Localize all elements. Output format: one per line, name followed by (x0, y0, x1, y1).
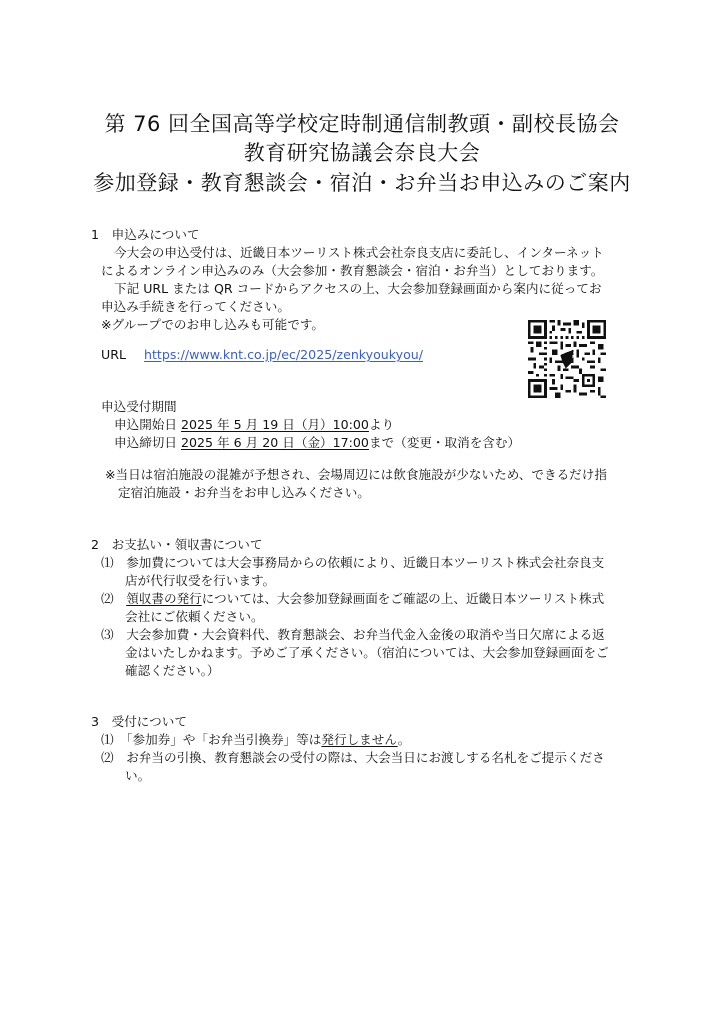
end-suffix: まで（変更・取消を含む） (368, 435, 521, 450)
section3-item1-prefix: ⑴ 「参加券」や「お弁当引換券」等は (101, 732, 322, 747)
section2-item3-line3: 確認ください。） (125, 663, 220, 678)
section1-heading: 1 申込みについて (91, 227, 200, 242)
section2-item1-line1: ⑴ 参加費については大会事務局からの依頼により、近畿日本ツーリスト株式会社奈良支 (101, 555, 605, 570)
section3-item2-line1: ⑵ お弁当の引換、教育懇談会の受付の際は、大会当日にお渡しする名札をご提示くださ (101, 750, 605, 765)
section1-p1-line2: によるオンライン申込みのみ（大会参加・教育懇談会・宿泊・お弁当）としております。 (101, 263, 604, 278)
section2-heading: 2 お支払い・領収書について (91, 537, 263, 552)
lodging-note-line2: 定宿泊施設・お弁当をお申し込みください。 (118, 485, 370, 500)
start-suffix: より (368, 417, 395, 432)
section3-heading: 3 受付について (91, 714, 187, 729)
section2-item2-prefix: ⑵ (101, 591, 127, 606)
section3-item2-line2: い。 (125, 768, 151, 783)
section2-item2-line1 (101, 590, 604, 608)
title-line-2: 教育研究協議会奈良大会 (243, 141, 481, 165)
not-issued-text: 発行しません (321, 732, 398, 747)
lodging-note-line1: ※当日は宿泊施設の混雑が予想され、会場周辺には飲食施設が少ないため、できるだけ指 (105, 467, 607, 482)
section3-item1 (101, 731, 410, 749)
section1-p2-line1: 下記 URL または QR コードからアクセスの上、大会参加登録画面から案内に従ってお (114, 281, 602, 296)
start-date: 2025 年 5 月 19 日（月）10:00 (180, 417, 369, 432)
end-date-line (114, 434, 520, 452)
title-line-1: 第 76 回全国高等学校定時制通信制教頭・副校長協会 (104, 112, 620, 136)
start-date-line (114, 416, 394, 434)
section2-item1-line2: 店が代行収受を行います。 (125, 573, 276, 588)
registration-url-link[interactable]: https://www.knt.co.jp/ec/2025/zenkyoukyou/ (144, 347, 424, 362)
section2-item3-line1: ⑶ 大会参加費・大会資料代、教育懇談会、お弁当代金入金後の取消や当日欠席による返 (101, 627, 605, 642)
url-label: URL (101, 347, 126, 362)
section2-item3-line2: 金はいたしかねます。予めご了承ください。（宿泊については、大会参加登録画面をご (125, 645, 609, 660)
qr-code-icon[interactable] (528, 320, 606, 398)
section3-item1-suffix: 。 (397, 732, 411, 747)
end-label: 申込締切日 (114, 435, 177, 450)
end-date: 2025 年 6 月 20 日（金）17:00 (180, 435, 369, 450)
period-heading: 申込受付期間 (101, 399, 177, 414)
section2-item2-rest: については、大会参加登録画面をご確認の上、近畿日本ツーリスト株式 (201, 591, 605, 606)
group-note: ※グループでのお申し込みも可能です。 (101, 317, 325, 332)
section1-p1-line1: 今大会の申込受付は、近畿日本ツーリスト株式会社奈良支店に委託し、インターネット (114, 245, 604, 260)
start-label: 申込開始日 (114, 417, 177, 432)
title-line-3: 参加登録・教育懇談会・宿泊・お弁当お申込みのご案内 (93, 171, 631, 195)
section2-item2-line2: 会社にご依頼ください。 (125, 609, 264, 624)
receipt-issue-text: 領収書の発行 (126, 591, 202, 606)
section1-p2-line2: 申込み手続きを行ってください。 (101, 299, 290, 314)
